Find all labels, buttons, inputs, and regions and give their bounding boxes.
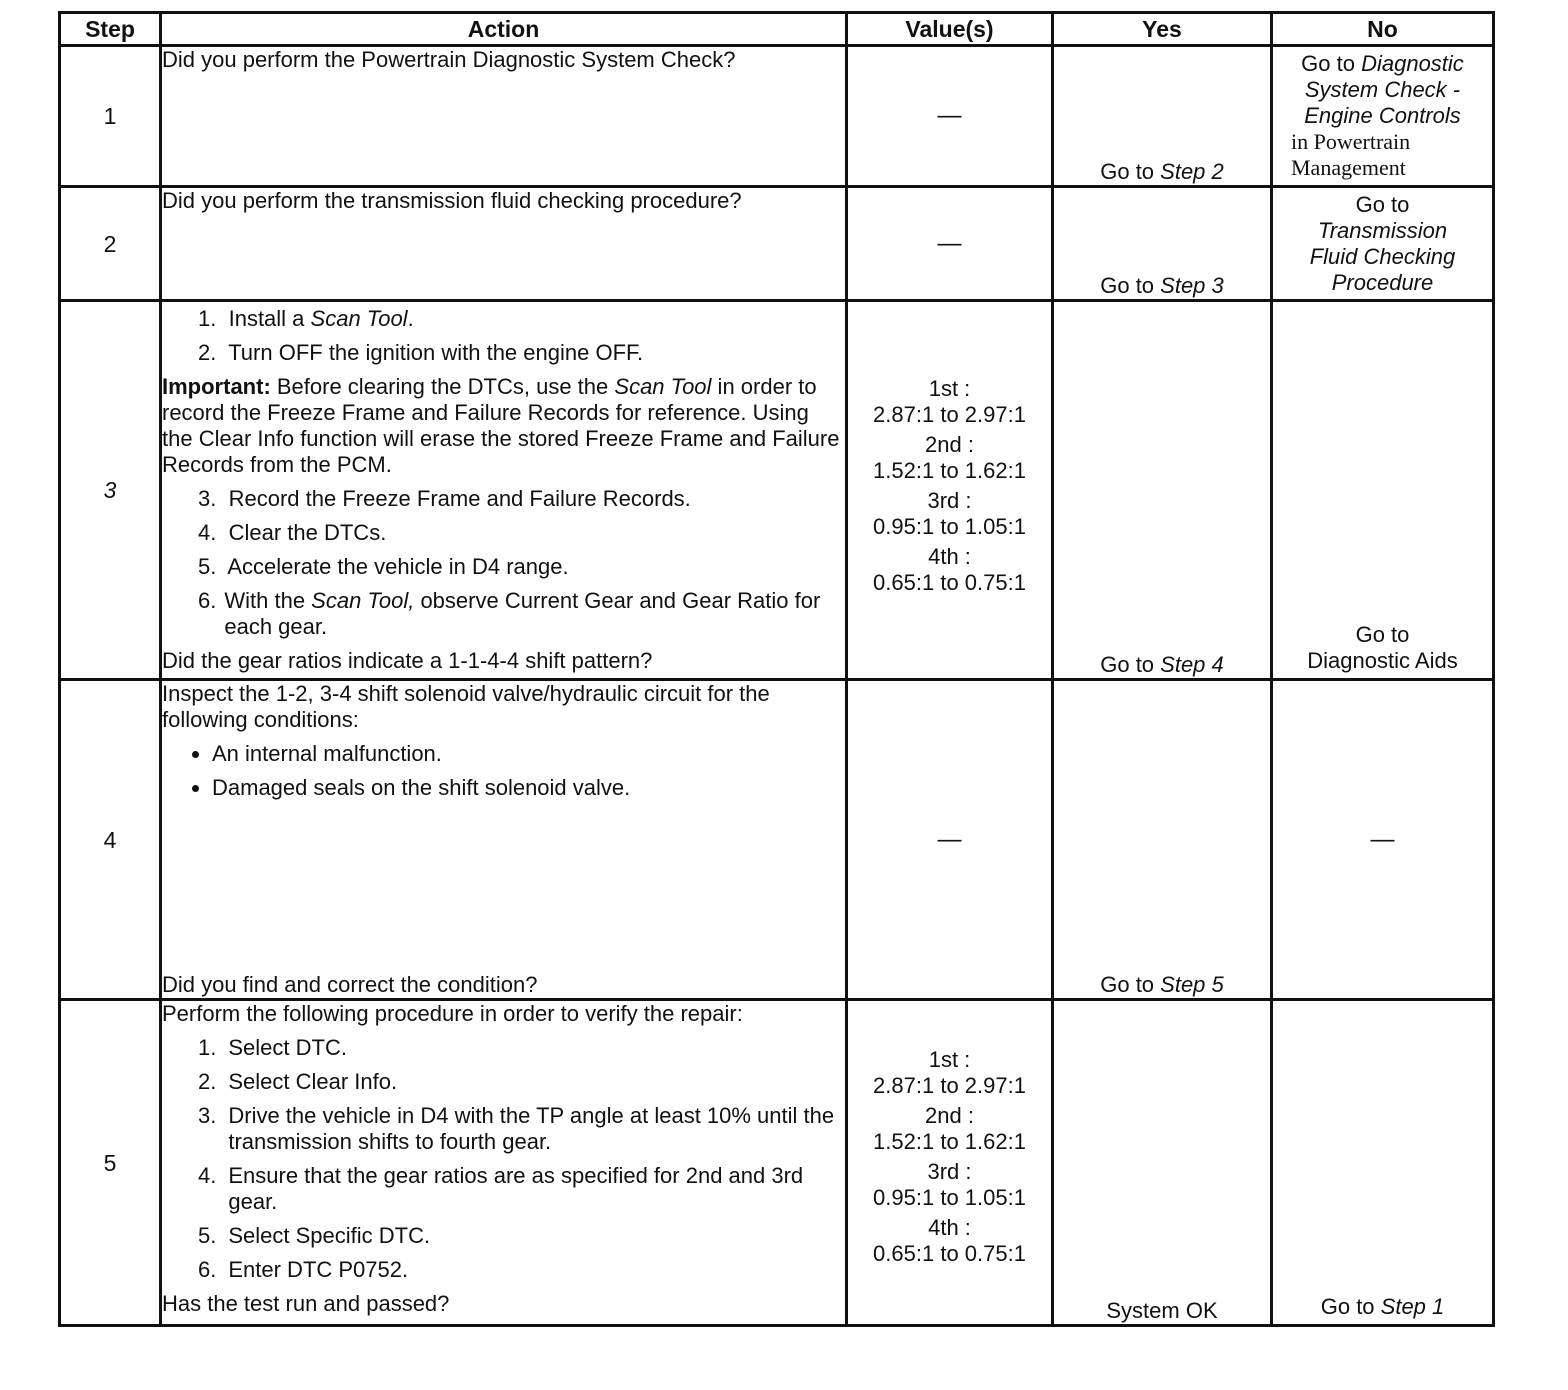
gear-label: 3rd : (927, 1159, 972, 1184)
list-item-number: 3. (198, 1103, 217, 1128)
header-action: Action (161, 13, 847, 46)
no-dash: — (1370, 825, 1395, 853)
yes-prefix: Go to (1100, 273, 1161, 298)
list-item-number: 1. (198, 1035, 217, 1060)
list-item-number: 4. (198, 1163, 217, 1188)
table-row-step-1 (60, 46, 1494, 187)
gear-label: 4th : (928, 544, 971, 569)
no-link-1[interactable]: Transmission (1317, 217, 1448, 243)
gear-ratio-3rd (848, 1159, 1051, 1211)
list-item-text: Turn OFF the ignition with the engine OFF. (228, 340, 644, 365)
action-question: Has the test run and passed? (162, 1291, 450, 1316)
list-item-number: 3. (198, 486, 217, 511)
no-link-3[interactable]: Engine Controls (1304, 103, 1461, 128)
gear-ratio-1st (848, 1047, 1051, 1099)
list-item-text: Drive the vehicle in D4 with the TP angle at least 10% until the transmission shifts to fourth gear. (228, 1103, 835, 1154)
action-intro: Perform the following procedure in order to verify the repair: (162, 1001, 743, 1026)
yes-step-link[interactable]: Step 4 (1160, 652, 1224, 677)
action-question: Did you perform the transmission fluid checking procedure? (162, 188, 742, 213)
header-values: Value(s) (847, 13, 1053, 46)
step-number: 5 (60, 1000, 161, 1326)
gear-label: 1st : (928, 376, 971, 401)
step-number: 4 (60, 680, 161, 1000)
header-yes: Yes (1053, 13, 1272, 46)
gear-label: 3rd : (927, 488, 972, 513)
gear-ratio-1st (848, 376, 1051, 428)
list-item-text: Select Clear Info. (228, 1069, 398, 1094)
value-cell (847, 1000, 1053, 1326)
no-note-2: Management (1291, 155, 1406, 180)
gear-ratio-2nd (848, 432, 1051, 484)
list-item-text: With the (224, 588, 312, 613)
list-item (194, 1163, 845, 1215)
step-number: 1 (60, 46, 161, 187)
list-item (194, 1257, 845, 1283)
action-content (162, 681, 845, 998)
list-item-text: Select DTC. (228, 1035, 347, 1060)
list-item-text: Install a (228, 306, 311, 331)
action-cell (161, 301, 847, 680)
list-item-number: 5. (198, 1223, 217, 1248)
value-dash: — (937, 229, 962, 257)
yes-prefix: Go to (1100, 652, 1161, 677)
no-prefix: Go to (1301, 51, 1362, 76)
gear-ratio-3rd (848, 488, 1051, 540)
no-cell (1272, 187, 1494, 301)
important-text: Before clearing the DTCs, use the (270, 374, 615, 399)
step-number: 3 (60, 301, 161, 680)
action-cell (161, 1000, 847, 1326)
action-question: Did you find and correct the condition? (162, 972, 538, 997)
list-item-text: Accelerate the vehicle in D4 range. (227, 554, 569, 579)
condition-list (162, 741, 845, 801)
table-row-step-2 (60, 187, 1494, 301)
no-cell (1272, 301, 1494, 680)
yes-cell (1053, 680, 1272, 1000)
gear-ratio-4th (848, 544, 1051, 596)
important-note (162, 374, 845, 478)
yes-cell (1053, 46, 1272, 187)
list-item-text-end: . (407, 306, 414, 331)
no-prefix: Go to (1355, 191, 1410, 217)
procedure-list-a (162, 306, 845, 366)
no-link-2[interactable]: Fluid Checking (1309, 243, 1456, 269)
yes-prefix: Go to (1100, 159, 1161, 184)
list-item-number: 6. (198, 1257, 217, 1282)
list-item-text: Clear the DTCs. (228, 520, 387, 545)
no-diagnostic-aids-link[interactable]: Diagnostic Aids (1307, 648, 1458, 673)
list-item-number: 2. (198, 340, 217, 365)
list-item (194, 306, 845, 332)
list-item (194, 340, 845, 366)
list-item-number: 4. (198, 520, 217, 545)
list-item (194, 554, 845, 580)
list-item-text: Select Specific DTC. (228, 1223, 431, 1248)
list-item-number: 1. (198, 306, 217, 331)
yes-cell (1053, 187, 1272, 301)
list-item-text: Record the Freeze Frame and Failure Records. (228, 486, 691, 511)
important-label: Important: (162, 374, 271, 399)
verify-procedure-list (162, 1035, 845, 1283)
action-intro: Inspect the 1-2, 3-4 shift solenoid valve/hydraulic circuit for the following conditions: (162, 681, 770, 732)
list-item-emphasis: Scan Tool, (311, 588, 415, 613)
list-item: • An internal malfunction. (212, 741, 845, 767)
list-item (194, 1035, 845, 1061)
value-cell (847, 46, 1053, 187)
yes-step-link[interactable]: Step 5 (1160, 972, 1224, 997)
action-top (162, 681, 845, 809)
header-step: Step (60, 13, 161, 46)
no-cell (1272, 46, 1494, 187)
list-item-number: 6. (198, 588, 217, 613)
gear-label: 2nd : (925, 1103, 974, 1128)
important-emphasis: Scan Tool (614, 374, 712, 399)
list-item-text-end: observe Current Gear and Gear Ratio for each gear. (224, 588, 821, 639)
no-cell (1272, 680, 1494, 1000)
list-item (194, 1223, 845, 1249)
important-text-end: in order to record the Freeze Frame and Failure Records for reference. Using the Clear Info function will erase the stored Freeze Frame and Failure Records from the PCM. (162, 374, 840, 477)
gear-range: 1.52:1 to 1.62:1 (873, 458, 1026, 483)
table-row-step-3 (60, 301, 1494, 680)
no-link-1[interactable]: Diagnostic (1361, 51, 1464, 76)
gear-range: 0.95:1 to 1.05:1 (873, 1185, 1026, 1210)
step-number: 2 (60, 187, 161, 301)
diagnostic-table (58, 11, 1495, 1327)
gear-range: 1.52:1 to 1.62:1 (873, 1129, 1026, 1154)
list-item (194, 1103, 845, 1155)
list-item: • Damaged seals on the shift solenoid valve. (212, 775, 845, 801)
yes-cell (1053, 301, 1272, 680)
list-item-text: Enter DTC P0752. (228, 1257, 409, 1282)
gear-range: 0.65:1 to 0.75:1 (873, 570, 1026, 595)
no-prefix: Go to (1320, 1294, 1381, 1319)
gear-range: 2.87:1 to 2.97:1 (873, 1073, 1026, 1098)
value-cell (847, 680, 1053, 1000)
value-cell (847, 187, 1053, 301)
gear-ratio-4th (848, 1215, 1051, 1267)
action-cell (161, 680, 847, 1000)
list-item (194, 1069, 845, 1095)
no-link-2[interactable]: System Check - (1304, 77, 1461, 102)
list-item-emphasis: Scan Tool (310, 306, 408, 331)
list-item-number: 5. (198, 554, 217, 579)
yes-prefix: Go to (1100, 972, 1161, 997)
yes-step-link[interactable]: Step 3 (1160, 273, 1224, 298)
gear-label: 1st : (928, 1047, 971, 1072)
value-dash: — (937, 825, 962, 853)
no-link-3[interactable]: Procedure (1331, 269, 1434, 295)
list-item-body (224, 588, 845, 640)
yes-cell (1053, 1000, 1272, 1326)
no-cell (1272, 1000, 1494, 1326)
action-cell (161, 187, 847, 301)
header-no: No (1272, 13, 1494, 46)
action-cell (161, 46, 847, 187)
gear-ratio-2nd (848, 1103, 1051, 1155)
list-item (194, 520, 845, 546)
value-dash: — (937, 102, 962, 129)
gear-label: 4th : (928, 1215, 971, 1240)
gear-range: 0.95:1 to 1.05:1 (873, 514, 1026, 539)
no-step-link[interactable]: Step 1 (1380, 1294, 1445, 1319)
procedure-list-b (162, 486, 845, 640)
action-question: Did the gear ratios indicate a 1-1-4-4 shift pattern? (162, 648, 653, 673)
list-item (194, 486, 845, 512)
header-row (60, 13, 1494, 46)
action-question: Did you perform the Powertrain Diagnostic System Check? (162, 47, 736, 72)
table-row-step-5 (60, 1000, 1494, 1326)
gear-range: 2.87:1 to 2.97:1 (873, 402, 1026, 427)
list-item-text: Ensure that the gear ratios are as specified for 2nd and 3rd gear. (228, 1163, 804, 1214)
gear-range: 0.65:1 to 0.75:1 (873, 1241, 1026, 1266)
gear-label: 2nd : (925, 432, 974, 457)
table-row-step-4 (60, 680, 1494, 1000)
list-item-number: 2. (198, 1069, 217, 1094)
no-note-1: in Powertrain (1291, 129, 1411, 154)
list-item (194, 588, 845, 640)
yes-system-ok: System OK (1106, 1298, 1218, 1323)
yes-step-link[interactable]: Step 2 (1160, 159, 1224, 184)
no-line-1: Go to (1355, 622, 1410, 647)
value-cell (847, 301, 1053, 680)
no-line-1 (1273, 51, 1492, 77)
